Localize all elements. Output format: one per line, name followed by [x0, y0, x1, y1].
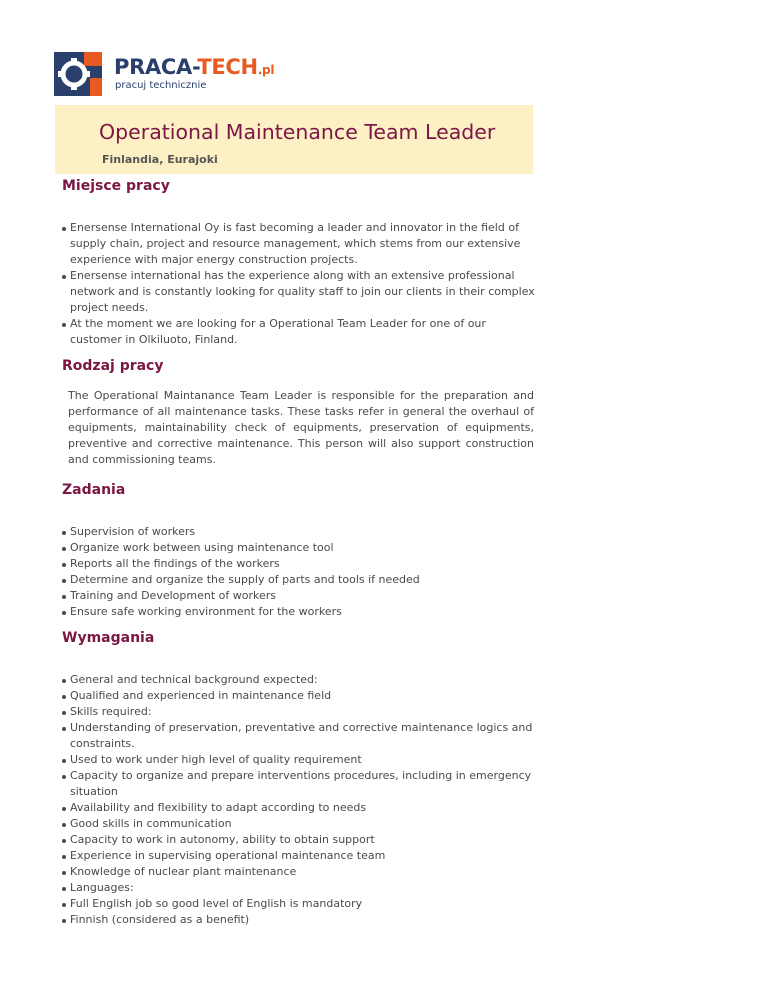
list-item: Enersense international has the experience along with an extensive professional network and is constantly looking for quality staff to join our clients in their complex project needs.	[62, 268, 540, 316]
job-title: Operational Maintenance Team Leader	[99, 120, 496, 144]
list-item: Capacity to work in autonomy, ability to obtain support	[62, 832, 540, 848]
list-item: Experience in supervising operational maintenance team	[62, 848, 540, 864]
section-title-tasks: Zadania	[62, 482, 126, 498]
job-location: Finlandia, Eurajoki	[102, 153, 218, 166]
list-item: Ensure safe working environment for the workers	[62, 604, 540, 620]
list-item: Finnish (considered as a benefit)	[62, 912, 540, 928]
list-item: General and technical background expected:	[62, 672, 540, 688]
list-item: Used to work under high level of quality requirement	[62, 752, 540, 768]
section-title-workplace: Miejsce pracy	[62, 178, 170, 194]
workplace-list	[62, 220, 540, 348]
list-item: Languages:	[62, 880, 540, 896]
section-title-work-type: Rodzaj pracy	[62, 358, 164, 374]
list-item: Skills required:	[62, 704, 540, 720]
job-header	[55, 105, 533, 174]
requirements-list	[62, 672, 540, 928]
tasks-list	[62, 524, 540, 620]
section-title-requirements: Wymagania	[62, 630, 155, 646]
work-type-description: The Operational Maintanance Team Leader is responsible for the preparation and performance of all maintenance tasks. These tasks refer in general the overhaul of equipments, maintainability check of equipments, preservation of equipments, preventive and corrective maintenance. This person will also support construction and commissioning teams.	[68, 389, 534, 466]
list-item: Organize work between using maintenance tool	[62, 540, 540, 556]
list-item: Reports all the findings of the workers	[62, 556, 540, 572]
list-item: Supervision of workers	[62, 524, 540, 540]
logo-brand-suffix: .pl	[257, 63, 275, 77]
list-item: Enersense International Oy is fast becoming a leader and innovator in the field of supply chain, project and resource management, which stems from our extensive experience with major energy construction projects.	[62, 220, 540, 268]
site-logo[interactable]	[54, 52, 284, 96]
logo-brand-part1: PRACA-	[114, 55, 198, 79]
logo-brand-part2: TECH	[197, 55, 258, 79]
logo-brand	[114, 55, 274, 79]
list-item: Capacity to organize and prepare interventions procedures, including in emergency situation	[62, 768, 540, 800]
list-item: At the moment we are looking for a Operational Team Leader for one of our customer in Olkiluoto, Finland.	[62, 316, 540, 348]
list-item: Full English job so good level of English is mandatory	[62, 896, 540, 912]
list-item: Availability and flexibility to adapt according to needs	[62, 800, 540, 816]
list-item: Knowledge of nuclear plant maintenance	[62, 864, 540, 880]
logo-tagline: pracuj technicznie	[115, 80, 207, 91]
list-item: Good skills in communication	[62, 816, 540, 832]
list-item: Understanding of preservation, preventative and corrective maintenance logics and constraints.	[62, 720, 540, 752]
list-item: Training and Development of workers	[62, 588, 540, 604]
gear-logo-icon	[54, 52, 102, 96]
list-item: Determine and organize the supply of parts and tools if needed	[62, 572, 540, 588]
list-item: Qualified and experienced in maintenance field	[62, 688, 540, 704]
